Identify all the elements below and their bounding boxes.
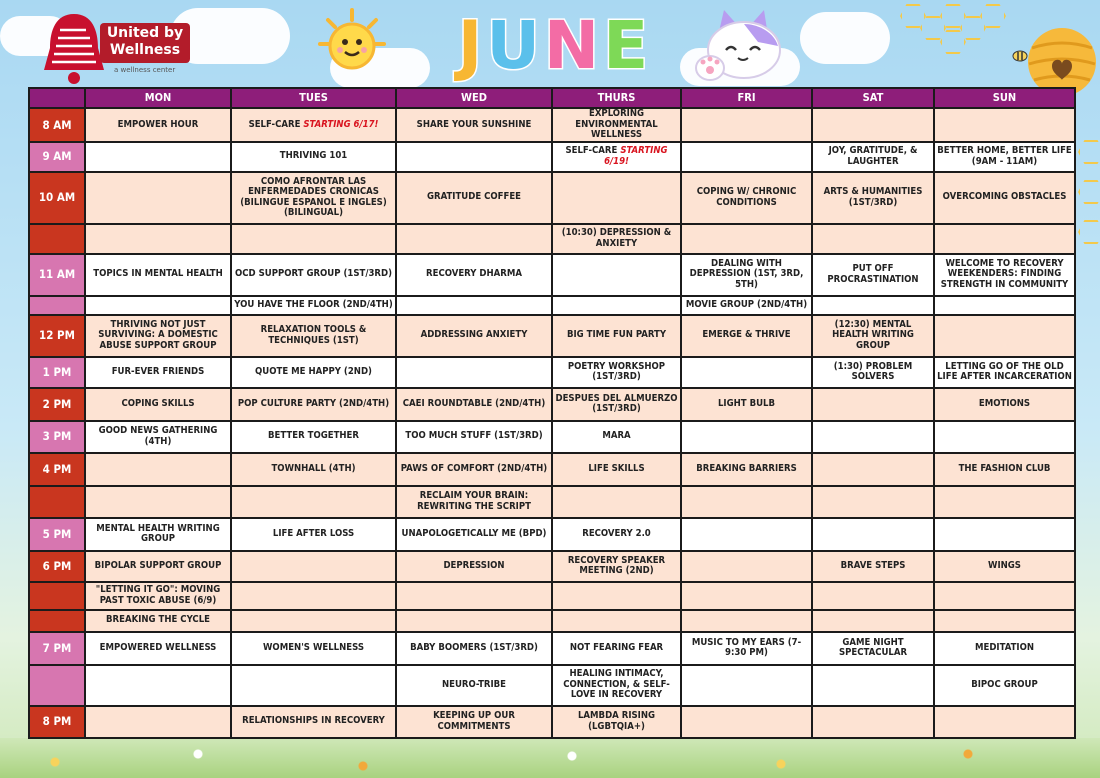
event-cell [934, 388, 1075, 421]
event-title: MOVIE GROUP (2ND/4TH) [685, 298, 808, 310]
event-cell [85, 706, 231, 738]
event-cell [681, 706, 812, 738]
event-title: TOO MUCH STUFF (1ST/3RD) [405, 430, 543, 442]
event-cell [552, 665, 681, 706]
event-cell [681, 632, 812, 665]
event-title: RECOVERY 2.0 [582, 527, 651, 539]
start-date-note: STARTING 6/17! [303, 118, 379, 130]
time-slot-label [29, 610, 85, 632]
event-cell [934, 172, 1075, 224]
event-cell [934, 224, 1075, 254]
event-cell [934, 610, 1075, 632]
event-cell [396, 315, 552, 357]
event-title: (10:30) DEPRESSION & ANXIETY [561, 227, 672, 249]
header-corner [29, 88, 85, 108]
event-title: EMOTIONS [978, 397, 1031, 409]
start-date-note: STARTING 6/19! [604, 145, 668, 167]
event-cell [812, 172, 934, 224]
event-title: PUT OFF PROCRASTINATION [827, 263, 919, 285]
event-cell [85, 421, 231, 453]
event-cell [396, 254, 552, 296]
event-title: COPING SKILLS [121, 397, 195, 409]
event-title: SELF-CARE [248, 118, 304, 130]
schedule-table [28, 87, 1076, 739]
event-cell [231, 296, 396, 315]
time-slot-label: 2 PM [29, 388, 85, 421]
event-cell [812, 357, 934, 388]
event-cell [812, 665, 934, 706]
schedule-row [29, 665, 1075, 706]
event-title: RECOVERY DHARMA [426, 268, 522, 280]
event-cell [396, 172, 552, 224]
schedule-row [29, 453, 1075, 486]
event-cell [552, 108, 681, 142]
time-slot-label: 9 AM [29, 142, 85, 172]
event-cell [552, 610, 681, 632]
time-slot-label: 5 PM [29, 518, 85, 551]
event-title: EMERGE & THRIVE [702, 329, 791, 341]
month-title-letter: U [486, 7, 544, 84]
event-cell [681, 518, 812, 551]
event-title: MARA [602, 430, 631, 442]
schedule-row [29, 582, 1075, 610]
event-title: BREAKING BARRIERS [696, 462, 797, 474]
honeycomb-decoration [1078, 180, 1100, 204]
event-title: RELATIONSHIPS IN RECOVERY [242, 715, 385, 727]
event-title: THE FASHION CLUB [958, 462, 1051, 474]
event-cell [396, 610, 552, 632]
event-cell [812, 706, 934, 738]
event-title: BIPOLAR SUPPORT GROUP [94, 559, 222, 571]
event-cell [396, 518, 552, 551]
event-title: GOOD NEWS GATHERING (4TH) [98, 425, 218, 447]
event-title: LETTING GO OF THE OLD LIFE AFTER INCARCERATION [937, 360, 1072, 382]
time-slot-label [29, 224, 85, 254]
event-cell [396, 582, 552, 610]
event-title: "LETTING IT GO": MOVING PAST TOXIC ABUSE (6/9) [95, 584, 221, 606]
event-cell [681, 296, 812, 315]
event-title: BABY BOOMERS (1ST/3RD) [410, 641, 538, 653]
schedule-row [29, 388, 1075, 421]
event-cell [396, 421, 552, 453]
event-title: PAWS OF COMFORT (2ND/4TH) [400, 462, 548, 474]
event-cell [85, 453, 231, 486]
event-title: (1:30) PROBLEM SOLVERS [833, 360, 913, 382]
event-cell [85, 254, 231, 296]
honeycomb-decoration [1078, 140, 1100, 164]
event-cell [231, 706, 396, 738]
event-cell [85, 315, 231, 357]
event-cell [812, 486, 934, 518]
event-cell [552, 632, 681, 665]
event-cell [231, 518, 396, 551]
time-slot-label [29, 296, 85, 315]
event-cell [812, 518, 934, 551]
event-cell [396, 665, 552, 706]
event-cell [934, 453, 1075, 486]
event-cell [934, 254, 1075, 296]
event-cell [85, 610, 231, 632]
event-cell [396, 357, 552, 388]
event-cell [231, 582, 396, 610]
event-cell [552, 357, 681, 388]
event-cell [552, 142, 681, 172]
event-cell [552, 254, 681, 296]
sun-icon [312, 8, 392, 84]
event-cell [812, 388, 934, 421]
time-slot-label: 8 PM [29, 706, 85, 738]
time-slot-label: 1 PM [29, 357, 85, 388]
event-cell [812, 421, 934, 453]
event-cell [552, 388, 681, 421]
event-cell [681, 551, 812, 582]
event-cell [396, 108, 552, 142]
event-cell [681, 108, 812, 142]
event-cell [934, 486, 1075, 518]
logo-line-2: Wellness [109, 42, 181, 58]
event-title: HEALING INTIMACY, CONNECTION, & SELF-LOVE IN RECOVERY [563, 668, 670, 701]
event-cell [812, 582, 934, 610]
month-title-letter: J [457, 7, 487, 84]
day-header: WED [396, 88, 552, 108]
event-cell [681, 453, 812, 486]
event-title: BREAKING THE CYCLE [106, 614, 210, 626]
schedule-row [29, 254, 1075, 296]
event-cell [552, 486, 681, 518]
event-title: LIFE AFTER LOSS [272, 527, 355, 539]
schedule-row [29, 518, 1075, 551]
event-cell [231, 108, 396, 142]
schedule-row [29, 610, 1075, 632]
event-cell [552, 518, 681, 551]
event-title: FUR-EVER FRIENDS [111, 365, 205, 377]
time-slot-label: 8 AM [29, 108, 85, 142]
time-slot-label: 3 PM [29, 421, 85, 453]
event-cell [934, 108, 1075, 142]
month-title-letter: E [603, 7, 653, 84]
event-cell [231, 224, 396, 254]
event-cell [231, 632, 396, 665]
schedule-row [29, 357, 1075, 388]
event-title: POP CULTURE PARTY (2ND/4TH) [237, 397, 390, 409]
event-title: BETTER TOGETHER [268, 430, 359, 442]
event-title: COMO AFRONTAR LAS ENFERMEDADES CRONICAS (BILINGUE ESPANOL E INGLES) (BILINGUAL) [240, 175, 387, 218]
event-cell [85, 142, 231, 172]
event-cell [552, 551, 681, 582]
event-title: BETTER HOME, BETTER LIFE (9AM - 11AM) [937, 145, 1072, 167]
event-title: TOPICS IN MENTAL HEALTH [93, 268, 223, 280]
month-title-letter: N [543, 7, 604, 84]
event-cell [934, 551, 1075, 582]
event-title: SHARE YOUR SUNSHINE [416, 118, 532, 130]
event-cell [934, 665, 1075, 706]
schedule-row [29, 172, 1075, 224]
event-cell [231, 357, 396, 388]
event-title: COPING W/ CHRONIC CONDITIONS [696, 186, 797, 208]
event-cell [396, 486, 552, 518]
event-cell [396, 224, 552, 254]
cat-mascot-icon [688, 6, 798, 90]
event-cell [812, 296, 934, 315]
event-cell [85, 582, 231, 610]
time-slot-label: 12 PM [29, 315, 85, 357]
event-title: WELCOME TO RECOVERY WEEKENDERS: FINDING STRENGTH IN COMMUNITY [940, 257, 1069, 290]
event-cell [681, 582, 812, 610]
event-cell [85, 486, 231, 518]
event-cell [396, 142, 552, 172]
event-title: ADDRESSING ANXIETY [420, 329, 528, 341]
schedule-row [29, 296, 1075, 315]
event-cell [231, 172, 396, 224]
event-cell [934, 142, 1075, 172]
event-title: DEALING WITH DEPRESSION (1ST, 3RD, 5TH) [689, 257, 804, 290]
logo-subtitle: a wellness center [114, 66, 176, 74]
time-slot-label: 4 PM [29, 453, 85, 486]
time-slot-label: 7 PM [29, 632, 85, 665]
event-title: CAEI ROUNDTABLE (2ND/4TH) [402, 397, 546, 409]
event-title: MUSIC TO MY EARS (7-9:30 PM) [691, 636, 802, 658]
event-title: RECOVERY SPEAKER MEETING (2ND) [567, 554, 666, 576]
event-title: OVERCOMING OBSTACLES [942, 191, 1067, 203]
flower-meadow-decoration [0, 738, 1100, 778]
event-title: WOMEN'S WELLNESS [263, 641, 364, 653]
event-title: NEURO-TRIBE [441, 678, 507, 690]
event-title: NOT FEARING FEAR [569, 641, 664, 653]
day-header: FRI [681, 88, 812, 108]
schedule-row [29, 142, 1075, 172]
event-title: YOU HAVE THE FLOOR (2ND/4TH) [234, 298, 393, 310]
logo [18, 4, 184, 82]
event-cell [85, 357, 231, 388]
event-cell [231, 142, 396, 172]
event-title: RELAXATION TOOLS & TECHNIQUES (1ST) [260, 324, 367, 346]
event-cell [231, 610, 396, 632]
event-cell [812, 108, 934, 142]
event-cell [396, 632, 552, 665]
event-cell [552, 172, 681, 224]
schedule-row [29, 224, 1075, 254]
event-cell [812, 254, 934, 296]
event-title: LAMBDA RISING (LGBTQIA+) [577, 710, 656, 732]
schedule-row [29, 706, 1075, 738]
event-cell [812, 453, 934, 486]
event-title: (12:30) MENTAL HEALTH WRITING GROUP [832, 318, 914, 351]
event-cell [681, 172, 812, 224]
schedule-row [29, 421, 1075, 453]
event-cell [396, 296, 552, 315]
honeycomb-decoration [940, 30, 966, 54]
event-title: MEDITATION [974, 641, 1035, 653]
event-cell [812, 315, 934, 357]
event-cell [812, 610, 934, 632]
event-cell [681, 254, 812, 296]
schedule-row [29, 315, 1075, 357]
event-cell [681, 610, 812, 632]
event-title: EMPOWERED WELLNESS [99, 641, 217, 653]
event-cell [934, 632, 1075, 665]
event-cell [934, 706, 1075, 738]
event-title: POETRY WORKSHOP (1ST/3RD) [567, 360, 666, 382]
time-slot-label [29, 486, 85, 518]
event-cell [681, 142, 812, 172]
event-cell [681, 224, 812, 254]
event-cell [934, 315, 1075, 357]
event-cell [552, 706, 681, 738]
event-cell [552, 296, 681, 315]
event-title: OCD SUPPORT GROUP (1ST/3RD) [235, 268, 392, 280]
event-cell [552, 421, 681, 453]
event-cell [231, 665, 396, 706]
event-cell [552, 582, 681, 610]
event-cell [396, 388, 552, 421]
event-title: EMPOWER HOUR [117, 118, 199, 130]
event-title: TOWNHALL (4TH) [271, 462, 356, 474]
event-cell [396, 706, 552, 738]
event-cell [231, 254, 396, 296]
schedule-row [29, 486, 1075, 518]
event-title: LIFE SKILLS [588, 462, 645, 474]
day-header-row [29, 88, 1075, 108]
event-cell [934, 518, 1075, 551]
event-title: BIPOC GROUP [971, 678, 1038, 690]
event-title: DEPRESSION [443, 559, 505, 571]
event-title: THRIVING 101 [279, 150, 348, 162]
day-header: THURS [552, 88, 681, 108]
month-title [440, 6, 670, 86]
time-slot-label [29, 665, 85, 706]
event-cell [681, 388, 812, 421]
event-title: SELF-CARE [565, 145, 621, 156]
day-header: MON [85, 88, 231, 108]
event-cell [552, 315, 681, 357]
time-slot-label [29, 582, 85, 610]
event-cell [231, 315, 396, 357]
day-header: SAT [812, 88, 934, 108]
event-title: EXPLORING ENVIRONMENTAL WELLNESS [575, 108, 658, 140]
event-cell [934, 421, 1075, 453]
logo-wordmark [100, 23, 190, 63]
event-cell [934, 296, 1075, 315]
event-title: KEEPING UP OUR COMMITMENTS [433, 710, 515, 732]
event-cell [681, 357, 812, 388]
schedule-row [29, 632, 1075, 665]
event-cell [231, 453, 396, 486]
event-cell [552, 453, 681, 486]
event-cell [85, 665, 231, 706]
time-slot-label: 10 AM [29, 172, 85, 224]
event-cell [231, 388, 396, 421]
event-cell [231, 486, 396, 518]
event-cell [231, 551, 396, 582]
event-title: JOY, GRATITUDE, & LAUGHTER [828, 145, 918, 167]
event-title: MENTAL HEALTH WRITING GROUP [96, 522, 220, 544]
event-title: LIGHT BULB [717, 397, 775, 409]
logo-line-1: United by [106, 25, 184, 41]
event-cell [681, 421, 812, 453]
event-title: BIG TIME FUN PARTY [566, 329, 667, 341]
schedule-row [29, 551, 1075, 582]
event-cell [231, 421, 396, 453]
schedule-body [29, 108, 1075, 738]
event-cell [85, 172, 231, 224]
cloud-decoration [800, 12, 890, 64]
event-title: WINGS [988, 559, 1021, 571]
event-title: UNAPOLOGETICALLY ME (BPD) [401, 527, 547, 539]
event-title: QUOTE ME HAPPY (2ND) [255, 365, 372, 377]
event-cell [812, 632, 934, 665]
day-header: SUN [934, 88, 1075, 108]
event-cell [85, 108, 231, 142]
event-cell [85, 388, 231, 421]
event-title: RECLAIM YOUR BRAIN: REWRITING THE SCRIPT [417, 490, 531, 512]
event-cell [396, 551, 552, 582]
event-title: THRIVING NOT JUST SURVIVING: A DOMESTIC ABUSE SUPPORT GROUP [98, 318, 218, 351]
event-cell [812, 551, 934, 582]
event-cell [934, 582, 1075, 610]
event-title: ARTS & HUMANITIES (1ST/3RD) [823, 186, 923, 208]
event-title: DESPUES DEL ALMUERZO (1ST/3RD) [555, 392, 678, 414]
event-title: BRAVE STEPS [840, 559, 906, 571]
event-cell [812, 142, 934, 172]
event-cell [85, 296, 231, 315]
event-cell [812, 224, 934, 254]
schedule-row [29, 108, 1075, 142]
event-title: GAME NIGHT SPECTACULAR [838, 636, 908, 658]
event-cell [85, 518, 231, 551]
time-slot-label: 11 AM [29, 254, 85, 296]
event-title: GRATITUDE COFFEE [426, 191, 522, 203]
event-cell [681, 665, 812, 706]
honeycomb-decoration [1078, 220, 1100, 244]
day-header: TUES [231, 88, 396, 108]
event-cell [552, 224, 681, 254]
event-cell [85, 632, 231, 665]
time-slot-label: 6 PM [29, 551, 85, 582]
event-cell [85, 224, 231, 254]
event-cell [85, 551, 231, 582]
event-cell [681, 486, 812, 518]
event-cell [396, 453, 552, 486]
event-cell [934, 357, 1075, 388]
event-cell [681, 315, 812, 357]
